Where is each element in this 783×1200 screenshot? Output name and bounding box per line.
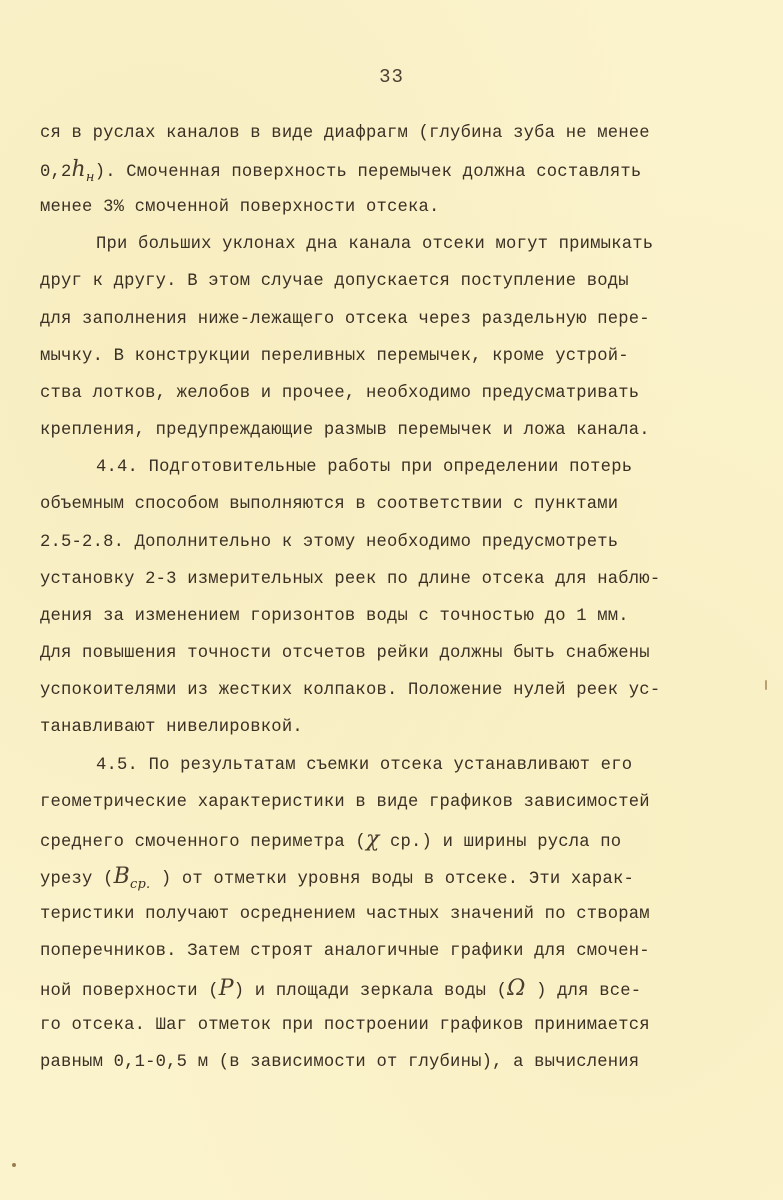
text-span: теристики получают осреднением частных значений по створам (40, 905, 650, 924)
text-line (40, 157, 642, 185)
section-4-4-heading-line (96, 458, 632, 478)
text-span: танавливают нивелировкой. (40, 718, 303, 737)
text-span: ) от отметки уровня воды в отсеке. Эти харак- (150, 870, 634, 889)
symbol-p: P (218, 976, 234, 1001)
text-span: поперечников. Затем строят аналогичные графики для смочен- (40, 942, 650, 961)
text-line (40, 533, 618, 553)
text-line (40, 1053, 639, 1073)
text-span: мычку. В конструкции переливных перемычек, кроме устрой- (40, 347, 629, 366)
text-span: ся в руслах каналов в виде диафрагм (глубина зуба не менее (40, 124, 650, 143)
symbol-b: B (113, 864, 130, 889)
text-span: ) и площади зеркала воды ( (233, 982, 508, 1001)
text-span: 0,2 (40, 163, 72, 182)
text-span: ср.) и ширины русла по (379, 833, 622, 852)
text-span: урезу ( (40, 870, 114, 889)
symbol-h-subscript: н (85, 170, 95, 185)
text-span: крепления, предупреждающие размыв перемычек и ложа канала. (40, 421, 650, 440)
text-span: среднего смоченного периметра ( (40, 833, 366, 852)
text-line (40, 681, 660, 701)
text-span: объемным способом выполняются в соответствии с пунктами (40, 495, 619, 514)
text-line (40, 570, 660, 590)
text-line (40, 124, 650, 144)
section-4-5-heading-line (96, 756, 632, 776)
text-span: 2.5-2.8. Дополнительно к этому необходимо предусмотреть (40, 533, 619, 552)
paper-speck (12, 1163, 16, 1167)
text-span: равным 0,1-0,5 м (в зависимости от глубины), а вычисления (40, 1053, 640, 1072)
text-span: дения за изменением горизонтов воды с точностью до 1 мм. (40, 607, 629, 626)
text-line (40, 827, 622, 853)
text-line (40, 347, 629, 367)
text-span: 4.4. Подготовительные работы при определении потерь (96, 458, 633, 477)
text-span: Для повышения точности отсчетов рейки должны быть снабжены (40, 644, 650, 663)
text-line (40, 942, 650, 962)
text-span: геометрические характеристики в виде графиков зависимостей (40, 793, 650, 812)
text-span: ). Смоченная поверхность перемычек должна составлять (94, 163, 642, 182)
text-span: менее 3% смоченной поверхности отсека. (40, 198, 440, 217)
symbol-chi: χ (365, 827, 380, 852)
text-line (40, 793, 650, 813)
text-span: ства лотков, желобов и прочее, необходимо предусматривать (40, 384, 640, 403)
text-line (40, 495, 618, 515)
text-span: При больших уклонах дна канала отсеки могут примыкать (96, 235, 654, 254)
text-span: установку 2-3 измерительных реек по длине отсека для наблю- (40, 570, 661, 589)
text-span: для заполнения ниже-лежащего отсека через раздельную пере- (40, 310, 650, 329)
text-line (40, 644, 650, 664)
page-number: 33 (379, 66, 404, 88)
symbol-b-subscript: ср. (129, 877, 151, 892)
text-line (40, 976, 642, 1002)
text-line (40, 272, 629, 292)
text-line (40, 864, 634, 892)
text-line (40, 384, 639, 404)
paper-mark (765, 680, 767, 690)
text-span: 4.5. По результатам съемки отсека устанавливают его (96, 756, 633, 775)
text-span: успокоителями из жестких колпаков. Положение нулей реек ус- (40, 681, 661, 700)
text-line (40, 310, 650, 330)
text-span: го отсека. Шаг отметок при построении графиков принимается (40, 1016, 650, 1035)
symbol-omega: Ω (507, 976, 526, 1001)
text-span: ной поверхности ( (40, 982, 219, 1001)
text-span: ) для все- (525, 982, 642, 1001)
text-line (40, 421, 650, 441)
text-line (40, 198, 440, 218)
text-line (40, 1016, 650, 1036)
text-line (40, 607, 629, 627)
text-line (96, 235, 653, 255)
text-line (40, 718, 303, 738)
text-line (40, 905, 650, 925)
symbol-h: h (71, 157, 86, 182)
text-span: друг к другу. В этом случае допускается поступление воды (40, 272, 629, 291)
